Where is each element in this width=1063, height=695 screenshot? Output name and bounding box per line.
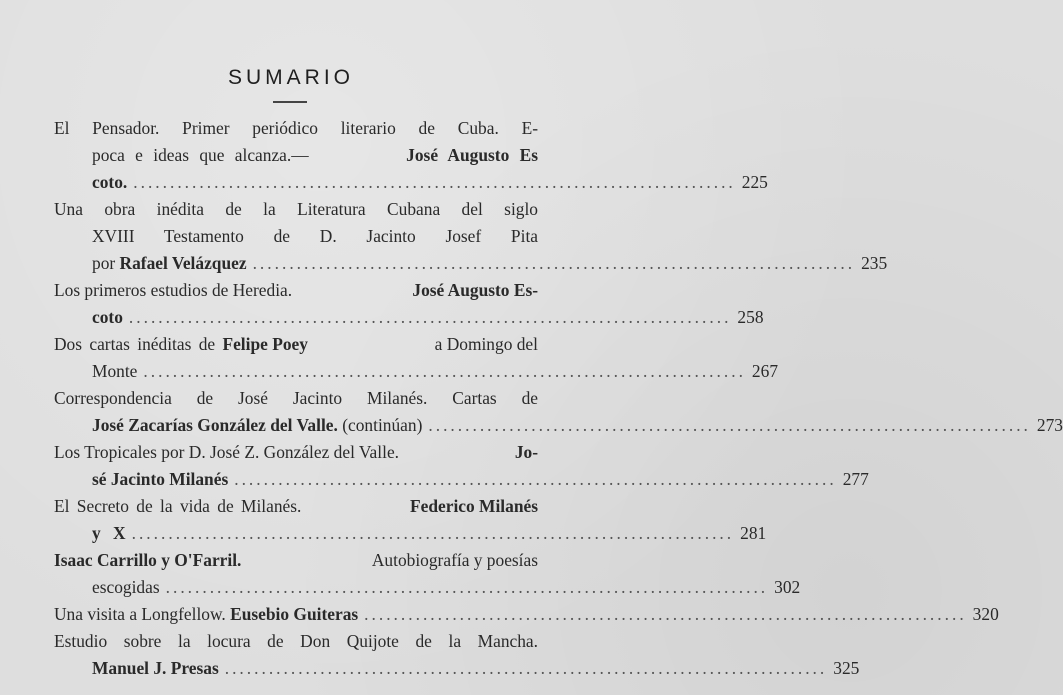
entry-title-line	[54, 277, 538, 304]
page-number: 325	[833, 658, 860, 678]
entry-author: coto.	[92, 172, 128, 192]
dot-leader: ..................................................................................	[224, 658, 828, 678]
page-number: 302	[774, 577, 801, 597]
toc-entry	[54, 385, 1063, 439]
entry-title-line: El Pensador. Primer periódico literario de Cuba. E-	[54, 118, 538, 138]
toc-entry	[54, 547, 801, 601]
toc-entry	[54, 601, 999, 628]
entry-leader-line	[54, 250, 888, 277]
dot-leader: ..................................................................................	[128, 307, 732, 327]
entry-title: a Domingo del	[430, 334, 538, 354]
entry-title-line	[54, 142, 538, 169]
entry-leader-line	[54, 466, 869, 493]
page-number: 273	[1036, 415, 1063, 435]
entry-title: El Secreto de la vida de Milanés.	[54, 496, 309, 516]
entry-title: por	[92, 253, 120, 273]
entry-author: Eusebio Guiteras	[230, 604, 359, 624]
entry-title: Una visita a Longfellow.	[54, 604, 231, 624]
entry-title: Autobiografía y poesías	[368, 550, 538, 570]
entry-title-line: Una obra inédita de la Literatura Cubana del siglo	[54, 199, 538, 219]
entry-leader-line	[54, 304, 764, 331]
entry-title: Los Tropicales por D. José Z. González del Valle.	[54, 442, 404, 462]
page-number: 258	[737, 307, 764, 327]
entry-author: José Zacarías González del Valle.	[92, 415, 338, 435]
toc-entry	[54, 277, 764, 331]
entry-title: escogidas	[92, 577, 160, 597]
dot-leader: ..................................................................................	[234, 469, 837, 489]
dot-leader: ..................................................................................	[165, 577, 769, 597]
page-number: 277	[842, 469, 869, 489]
page-number: 281	[740, 523, 767, 543]
entry-author: sé Jacinto Milanés	[92, 469, 229, 489]
entry-leader-line	[54, 655, 860, 682]
entry-title-line	[54, 493, 538, 520]
entry-title: Dos cartas inéditas de	[54, 334, 223, 354]
entry-author: Manuel J. Presas	[92, 658, 219, 678]
entry-title-line: XVIII Testamento de D. Jacinto Josef Pita	[92, 226, 538, 246]
entry-author: Felipe Poey	[222, 334, 308, 354]
entry-leader-line	[54, 574, 801, 601]
entry-title-line: Correspondencia de José Jacinto Milanés. Cartas de	[54, 388, 538, 408]
entry-leader-line	[54, 169, 768, 196]
entry-title: Los primeros estudios de Heredia.	[54, 280, 297, 300]
dot-leader: ..................................................................................	[428, 415, 1031, 435]
entry-title-line: Estudio sobre la locura de Don Quijote de la Mancha.	[54, 631, 538, 651]
entry-author: Jo-	[514, 442, 538, 462]
entry-title: (continúan)	[337, 415, 423, 435]
entry-author: coto	[92, 307, 123, 327]
page-number: 320	[972, 604, 999, 624]
title-underline	[273, 101, 307, 103]
dot-leader: ..................................................................................	[364, 604, 967, 624]
entry-leader-line	[54, 358, 779, 385]
entry-author: y X	[92, 523, 126, 543]
dot-leader: ..................................................................................	[252, 253, 856, 273]
toc-entry	[54, 115, 768, 196]
toc-entry	[54, 196, 888, 277]
entry-title-line	[54, 547, 538, 574]
dot-leader: ..................................................................................	[143, 361, 746, 381]
dot-leader: ..................................................................................	[133, 172, 736, 192]
page-title: SUMARIO	[227, 66, 354, 89]
dot-leader: ..................................................................................	[131, 523, 735, 543]
toc-entry	[54, 331, 779, 385]
toc-entry	[54, 439, 869, 493]
entry-author: Federico Milanés	[410, 496, 538, 516]
entry-author: José Augusto Es	[406, 145, 538, 165]
page-number: 267	[751, 361, 779, 381]
entry-title: poca e ideas que alcanza.—	[92, 145, 309, 165]
entry-leader-line	[54, 412, 1063, 439]
entry-leader-line	[54, 520, 767, 547]
page-number: 225	[741, 172, 768, 192]
table-of-contents	[54, 115, 1063, 682]
entry-author: Isaac Carrillo y O'Farril.	[54, 550, 242, 570]
entry-author: Rafael Velázquez	[119, 253, 247, 273]
entry-title-line	[54, 439, 538, 466]
page-number: 235	[861, 253, 888, 273]
entry-title-line	[54, 331, 538, 358]
toc-entry	[54, 493, 767, 547]
entry-title: Monte	[92, 361, 138, 381]
entry-author: José Augusto Es-	[412, 280, 538, 300]
toc-entry	[54, 628, 860, 682]
entry-leader-line	[54, 601, 999, 628]
